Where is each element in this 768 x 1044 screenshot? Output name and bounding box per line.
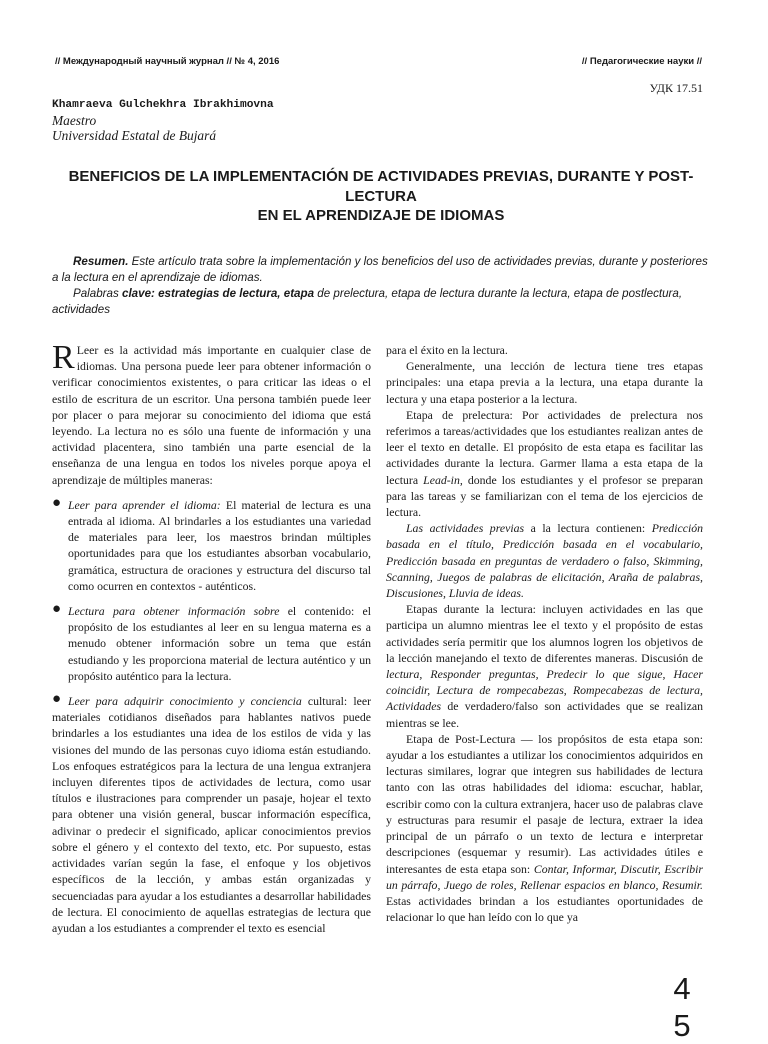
- bullet-lead: Leer para aprender el idioma:: [68, 497, 221, 512]
- keywords-bold: clave: estrategias de lectura, etapa: [122, 287, 315, 300]
- author-name: Khamraeva Gulchekhra Ibrakhimovna: [52, 99, 274, 111]
- page-number-digit: 4: [673, 971, 691, 1006]
- abstract-label: Resumen.: [73, 255, 129, 268]
- paragraph-italic: Contar, Informar, Discutir, Escribir un párrafo, Juego de roles, Rellenar espacios en blanco, Resumir.: [386, 861, 703, 892]
- paragraph-text: de verdadero/falso son actividades que se realizan mientras se lee.: [386, 699, 703, 730]
- paragraph-text: Etapas durante la lectura: incluyen actividades en las que participa un alumno mientras lee el texto y el propósito de estas actividades sería permitir que los alumnos logren los objetivos de la lección manejando el texto de diferentes maneras. Discusión de: [386, 602, 703, 665]
- dropcap-letter: R: [52, 339, 75, 376]
- bullet-lead: Lectura para obtener información sobre: [68, 604, 280, 619]
- paragraph-text: a la lectura contienen:: [530, 521, 646, 536]
- paragraph-text: Etapa de Post-Lectura — los propósitos de esta etapa son: ayudar a los estudiantes a utilizar los conocimientos adquiridos en lecturas similares, lograr que integren sus habilidades de lectura tanto con las otras habilidades del idioma: escuchar, hablar, escribir como con la cultura extranjera, hacer uso de palabras clave y estructuras para resumir el pasaje de lectura, extraer la idea principal de un párrafo o un texto de lectura e interpretar descripciones (esquemar y resumir). Las actividades útiles e interesantes de esta etapa son:: [386, 731, 703, 876]
- intro-text: Leer es la actividad más importante en cualquier clase de idiomas. Una persona puede leer para obtener información o verificar conocimientos existentes, o para criticar las ideas o el estilo de escritura de un escritor. Una persona también puede leer por placer o para mejorar su conocimiento del idioma que está leyendo. La lectura no es sólo una fuente de información y una actividad placentera, sino también una parte esencial de la enseñanza de una lengua en todos los niveles porque apoya el aprendizaje de múltiples maneras:: [52, 343, 371, 487]
- udk-code: УДК 17.51: [649, 81, 703, 95]
- author-affiliation: Universidad Estatal de Bujará: [52, 128, 217, 143]
- paragraph: [386, 520, 703, 601]
- paragraph: [386, 731, 703, 925]
- title-line-2: EN EL APRENDIZAJE DE IDIOMAS: [257, 207, 505, 224]
- paragraph-text: Estas actividades brindan a los estudiantes oportunidades de relacionar lo que han leído con lo que ya: [386, 893, 703, 925]
- author-position: Maestro: [52, 113, 97, 128]
- left-column: [52, 339, 372, 936]
- bullet-text: el contenido: el propósito de los estudiantes al leer en su lengua materna es a menudo obtener información sobre un tema que están estudiando y les proporciona material de lectura auténtico y un propósito auténtico para la lectura.: [68, 604, 371, 683]
- paragraph: [386, 407, 703, 520]
- page-number-digit: 5: [673, 1008, 691, 1043]
- paragraph-italic: Predicción basada en el título, Predicción basada en el vocabulario, Predicción basada en preguntas de verdadero o falso, Skimming, Scanning, Juegos de palabras de elicitación, Araña de palabras, Discusiones, Lluvia de ideas.: [386, 521, 704, 601]
- paragraph: para el éxito en la lectura.: [386, 343, 508, 357]
- keywords-rest: de prelectura, etapa de lectura durante la lectura, etapa de postlectura, actividades: [52, 287, 683, 316]
- journal-header: // Международный научный журнал // № 4, 2016: [55, 56, 280, 67]
- abstract-text: Este artículo trata sobre la implementación y los beneficios del uso de actividades previas, durante y posteriores a la lectura en el aprendizaje de idiomas.: [52, 255, 708, 284]
- bullet-item: [52, 603, 371, 684]
- abstract-summary: [52, 254, 712, 286]
- bullet-dot-icon: ●: [52, 494, 62, 511]
- author-block: [52, 95, 274, 143]
- bullet-lead: Leer para adquirir conocimiento y conciencia: [68, 694, 302, 709]
- bullet-dot-icon: ●: [52, 601, 62, 618]
- keywords-prefix: Palabras: [73, 287, 119, 300]
- section-header: // Педагогические науки //: [581, 56, 702, 67]
- article-title: [40, 167, 722, 226]
- paragraph-italic: Lead-in,: [423, 472, 463, 487]
- paragraph-italic: Las actividades previas: [406, 521, 525, 536]
- bullet-text: El material de lectura es una entrada al idioma. Al brindarles a los estudiantes una variedad de materiales para leer, los maestros brindan múltiples oportunidades para que los estudiantes absorban vocabulario, gramática, estructura de oraciones y estructura del discurso tal como ocurren en contextos - auténticos.: [68, 497, 371, 593]
- bullet-dot-icon: ●: [52, 691, 62, 708]
- bullet-item: [52, 693, 371, 936]
- paragraph-italic: lectura, Responder preguntas, Predecir lo que sigue, Hacer coincidir, Lectura de rompecabezas, Rompecabezas de lectura, Actividades: [386, 667, 703, 714]
- abstract: [52, 254, 712, 318]
- paragraph: Generalmente, una lección de lectura tiene tres etapas principales: una etapa previa a la lectura, una etapa durante la lectura y una etapa posterior a la lectura.: [386, 359, 703, 406]
- intro-paragraph: [52, 339, 371, 488]
- bullet-text: cultural: leer materiales cotidianos diseñados para hablantes nativos puede brindarles a los estudiantes una idea de los estilos de vida y las visiones del mundo de las personas cuyo idioma están estudiando. Los enfoques estratégicos para la lectura de una lengua extranjera incluyen diferentes tipos de actividades de lectura, como usar títulos e ilustraciones para comprender un pasaje, hojear el texto para obtener una visión general, buscar información específica, adivinar o predecir el significado, aplicar conocimientos previos sobre el género y el contexto del texto, etc. Por supuesto, estas actividades varían según la fase, el enfoque y los objetivos específicos de la lección, y ambas están organizadas y secuenciadas para ayudar a los estudiantes a desarrollar habilidades de lectura. El conocimiento de aquellas estrategias de lectura que ayudan a los estudiantes a comprender el texto es esencial: [52, 694, 372, 935]
- bullet-item: [52, 494, 371, 594]
- keywords: [52, 286, 712, 318]
- paragraph-text: Etapa de prelectura: Por actividades de prelectura nos referimos a tareas/actividades que los estudiantes realizan antes de leer el texto en detalle. El propósito de esta etapa es facilitar las actividades durante la lectura. Garmer llama a esta etapa de la lectura: [386, 407, 703, 487]
- paragraph-text: donde los estudiantes y el profesor se preparan para las tareas y se familiarizan con el tema de los ejercicios de lectura.: [386, 472, 703, 520]
- page-number: [667, 970, 697, 1044]
- right-column: [386, 342, 703, 925]
- paragraph: [386, 601, 703, 731]
- title-line-1: BENEFICIOS DE LA IMPLEMENTACIÓN DE ACTIVIDADES PREVIAS, DURANTE Y POST-LECTURA: [68, 168, 694, 205]
